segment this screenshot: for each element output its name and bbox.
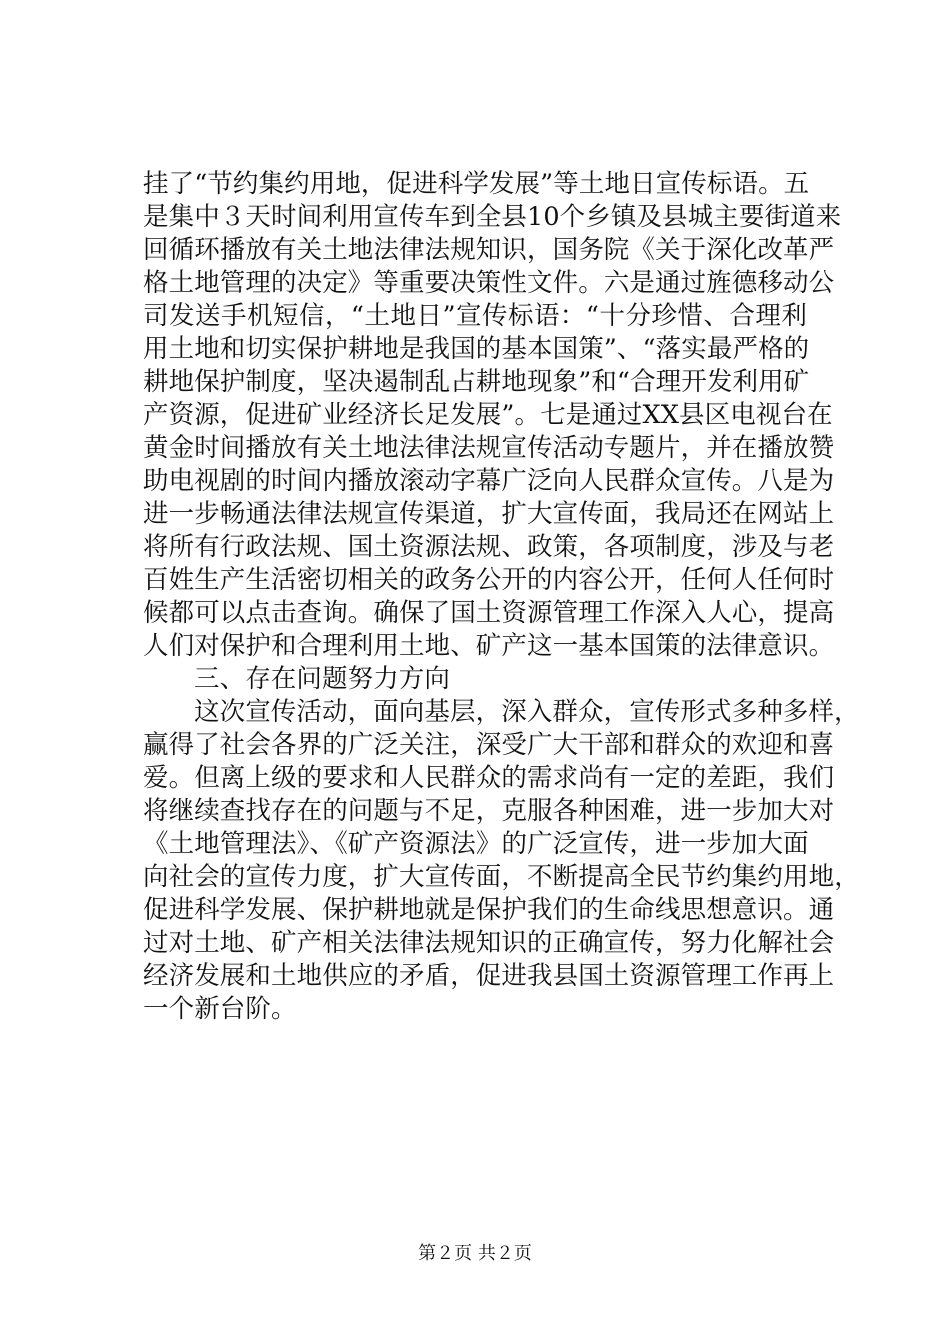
text-line: 经济发展和土地供应的矛盾，促进我县国土资源管理工作再上 [143,961,835,991]
page-number-footer: 第２页 共２页 [418,1243,532,1264]
text-line: 人们对保护和合理利用土地、矿产这一基本国策的法律意识。 [143,631,835,661]
document-body [143,168,860,1026]
text-line: 将所有行政法规、国土资源法规、政策，各项制度，涉及与老 [143,532,835,562]
text-line: 《土地管理法》、《矿产资源法》的广泛宣传，进一步加大面 [143,829,809,859]
text-line: 回循环播放有关土地法律法规知识，国务院《关于深化改革严 [143,235,835,265]
text-line: 将继续查找存在的问题与不足，克服各种困难，进一步加大对 [143,796,835,826]
text-line: 促进科学发展、保护耕地就是保护我们的生命线思想意识。通 [143,895,835,925]
text-line: 黄金时间播放有关土地法律法规宣传活动专题片，并在播放赞 [143,433,835,463]
text-line: 进一步畅通法律法规宣传渠道，扩大宣传面，我局还在网站上 [143,499,835,529]
text-line: 产资源，促进矿业经济长足发展”。七是通过XX县区电视台在 [143,400,833,430]
text-line: 格土地管理的决定》等重要决策性文件。六是通过旌德移动公 [143,268,835,298]
text-line: 向社会的宣传力度，扩大宣传面，不断提高全民节约集约用地， [143,862,860,892]
text-line: 挂了“节约集约用地，促进科学发展”等土地日宣传标语。五 [143,169,810,199]
text-line: 一个新台阶。 [143,994,297,1024]
text-line: 用土地和切实保护耕地是我国的基本国策”、“落实最严格的 [143,334,810,364]
text-line: 赢得了社会各界的广泛关注，深受广大干部和群众的欢迎和喜 [143,730,835,760]
text-line: 过对土地、矿产相关法律法规知识的正确宣传，努力化解社会 [143,928,835,958]
text-line: 助电视剧的时间内播放滚动字幕广泛向人民群众宣传。八是为 [143,466,835,496]
text-line: 耕地保护制度，坚决遏制乱占耕地现象”和“合理开发利用矿 [143,367,810,397]
text-line: 百姓生产生活密切相关的政务公开的内容公开，任何人任何时 [143,565,835,595]
text-line: 司发送手机短信，“土地日”宣传标语：“十分珍惜、合理利 [143,301,807,331]
text-line: 候都可以点击查询。确保了国土资源管理工作深入人心，提高 [143,598,835,628]
text-line: 是集中３天时间利用宣传车到全县10个乡镇及县城主要街道来 [143,202,842,232]
text-line: 这次宣传活动，面向基层，深入群众，宣传形式多种多样， [194,697,860,727]
text-line: 爱。但离上级的要求和人民群众的需求尚有一定的差距，我们 [143,763,835,793]
section-heading: 三、存在问题努力方向 [194,664,451,694]
